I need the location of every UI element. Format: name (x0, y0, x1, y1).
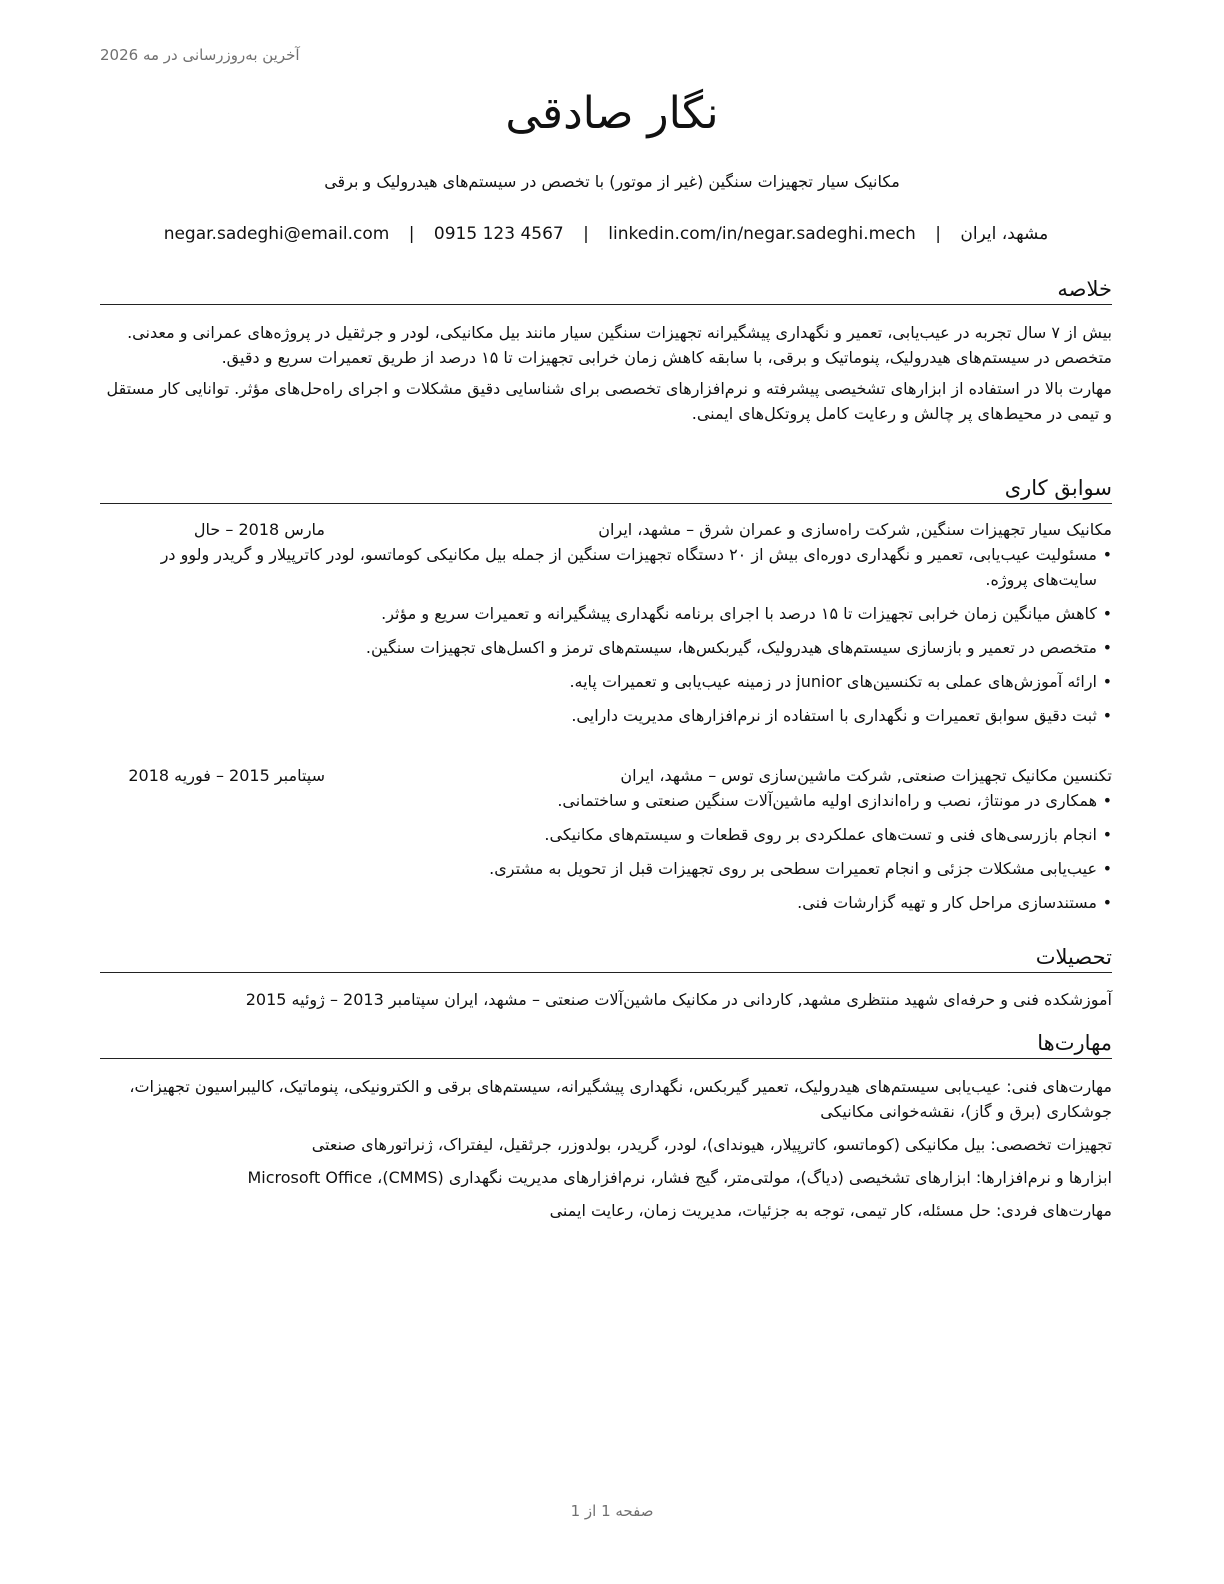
job-role: مکانیک سیار تجهیزات سنگین, شرکت راه‌سازی و عمران شرق – مشهد، ایران (598, 520, 1112, 539)
contact-separator: | (935, 224, 941, 244)
skill-line: مهارت‌های فنی: عیب‌یابی سیستم‌های هیدرولیک، تعمیر گیربکس، نگهداری پیشگیرانه، سیستم‌های برقی و الکترونیکی، پنوماتیک، کالیبراسیون تجهیزات، جوشکاری (برق و گاز)، نقشه‌خوانی مکانیکی (129, 1077, 1112, 1121)
job-entry (100, 518, 1112, 737)
skill-line: تجهیزات تخصصی: بیل مکانیکی (کوماتسو، کاترپیلار، هیوندای)، لودر، گریدر، بولدوزر، جرثقیل، لیفتراک، ژنراتورهای صنعتی (311, 1135, 1112, 1154)
job-entry (100, 764, 1112, 924)
job-header (100, 764, 1112, 788)
job-bullet: • ثبت دقیق سوابق تعمیرات و نگهداری با استفاده از نرم‌افزارهای مدیریت دارایی. (100, 703, 1112, 728)
summary-heading: خلاصه (100, 276, 1112, 305)
job-bullet: • مسئولیت عیب‌یابی، تعمیر و نگهداری دوره‌ای بیش از ۲۰ دستگاه تجهیزات سنگین از جمله بیل مکانیکی کوماتسو، لودر کاترپیلار و گریدر ولوو در سایت‌های پروژه. (100, 542, 1112, 592)
experience-heading: سوابق کاری (100, 475, 1112, 504)
education-entry: آموزشکده فنی و حرفه‌ای شهید منتظری مشهد, کاردانی در مکانیک ماشین‌آلات صنعتی – مشهد، ایران سپتامبر 2013 – ژوئیه 2015 (245, 990, 1112, 1009)
contact-separator: | (583, 224, 589, 244)
skill-line: ابزارها و نرم‌افزارها: ابزارهای تشخیصی (دیاگ)، مولتی‌متر، گیج فشار، نرم‌افزارهای مدیریت نگهداری (CMMS)، Microsoft Office (247, 1168, 1112, 1187)
job-bullet: • مستندسازی مراحل کار و تهیه گزارشات فنی. (100, 890, 1112, 915)
contact-line (100, 224, 1112, 244)
education-section (100, 988, 1112, 1012)
summary-section (100, 320, 1112, 426)
job-bullet: • همکاری در مونتاژ، نصب و راه‌اندازی اولیه ماشین‌آلات سنگین صنعتی و ساختمانی. (100, 788, 1112, 813)
skill-line: مهارت‌های فردی: حل مسئله، کار تیمی، توجه به جزئیات، مدیریت زمان، رعایت ایمنی (549, 1201, 1112, 1220)
job-bullet: • عیب‌یابی مشکلات جزئی و انجام تعمیرات سطحی بر روی تجهیزات قبل از تحویل به مشتری. (100, 856, 1112, 881)
job-header (100, 518, 1112, 542)
summary-paragraph: بیش از ۷ سال تجربه در عیب‌یابی، تعمیر و نگهداری پیشگیرانه تجهیزات سنگین سیار مانند بیل مکانیکی، لودر و جرثقیل در پروژه‌های عمرانی و معدنی. متخصص در سیستم‌های هیدرولیک، پنوماتیک و برقی، با سابقه کاهش زمان خرابی تجهیزات تا ۱۵ درصد از طریق تعمیرات سریع و دقیق. (127, 323, 1112, 367)
education-heading: تحصیلات (100, 944, 1112, 973)
page-number: صفحه 1 از 1 (570, 1502, 654, 1520)
job-dates: سپتامبر 2015 – فوریه 2018 (128, 766, 325, 785)
contact-separator: | (408, 224, 415, 244)
job-role: تکنسین مکانیک تجهیزات صنعتی, شرکت ماشین‌سازی توس – مشهد، ایران (620, 766, 1112, 785)
job-bullet: • متخصص در تعمیر و بازسازی سیستم‌های هیدرولیک، گیربکس‌ها، سیستم‌های ترمز و اکسل‌های تجهیزات سنگین. (100, 635, 1112, 660)
job-bullets (100, 788, 1112, 915)
job-bullets (100, 542, 1112, 728)
contact-email[interactable]: negar.sadeghi@email.com (163, 224, 390, 244)
job-bullet: • ارائه آموزش‌های عملی به تکنسین‌های junior در زمینه عیب‌یابی و تعمیرات پایه. (100, 669, 1112, 694)
skills-heading: مهارت‌ها (100, 1030, 1112, 1059)
contact-location: مشهد، ایران (960, 224, 1049, 244)
summary-paragraph: مهارت بالا در استفاده از ابزارهای تشخیصی پیشرفته و نرم‌افزارهای تخصصی برای شناسایی دقیق مشکلات و اجرای راه‌حل‌های مؤثر. توانایی کار مستقل و تیمی در محیط‌های پر چالش و رعایت کامل پروتکل‌های ایمنی. (106, 379, 1112, 423)
job-dates: مارس 2018 – حال (193, 520, 325, 539)
skills-section (100, 1074, 1112, 1231)
tagline: مکانیک سیار تجهیزات سنگین (غیر از موتور) با تخصص در سیستم‌های هیدرولیک و برقی (324, 172, 900, 191)
job-bullet: • انجام بازرسی‌های فنی و تست‌های عملکردی بر روی قطعات و سیستم‌های مکانیکی. (100, 822, 1112, 847)
job-bullet: • کاهش میانگین زمان خرابی تجهیزات تا ۱۵ درصد با اجرای برنامه نگهداری پیشگیرانه و تعمیرات سریع و مؤثر. (100, 601, 1112, 626)
candidate-name: نگار صادقی (505, 88, 719, 139)
last-updated: آخرین به‌روزرسانی در مه 2026 (100, 46, 300, 64)
contact-phone: 0915 123 4567 (433, 224, 564, 244)
contact-linkedin[interactable]: linkedin.com/in/negar.sadeghi.mech (608, 224, 916, 244)
